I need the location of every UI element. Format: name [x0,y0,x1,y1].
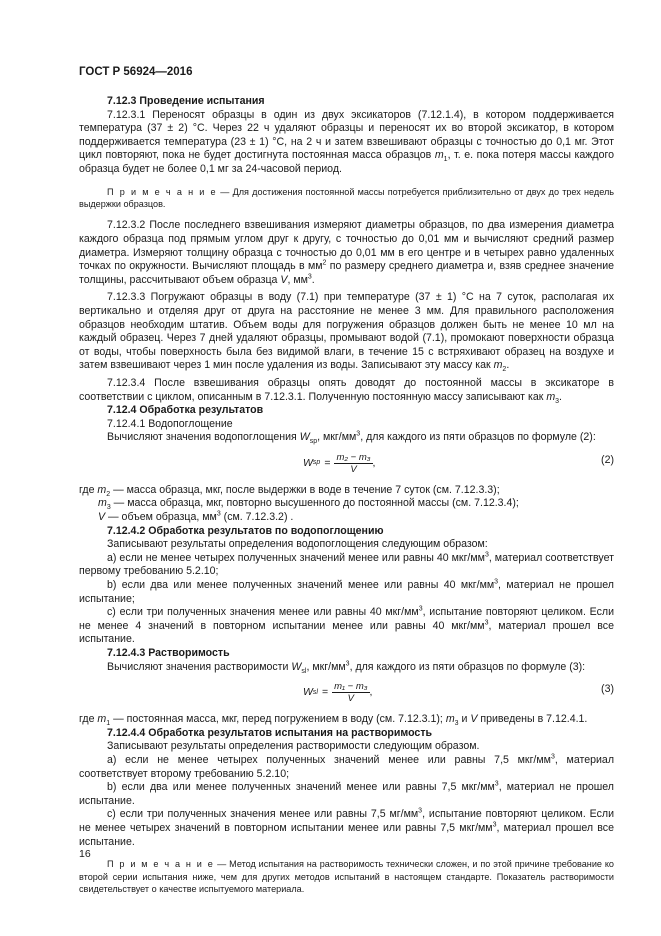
subscript: 1 [443,156,448,164]
item-solubility-c [79,808,614,849]
note-label: П р и м е ч а н и е [107,186,218,197]
var-m: m [493,359,503,372]
document-code-header: ГОСТ Р 56924—2016 [79,66,193,78]
superscript: 3 [494,780,499,788]
formula-3: W sl = $\frac{\text{m₁ − m₃}}{V}$ , (3) [303,681,614,705]
subscript: 3 [454,720,459,728]
paragraph-7-12-3-3 [79,291,614,373]
text-span: , для каждого из пяти образцов по формуле (2): [360,431,596,444]
var-w: W [291,660,302,673]
text-span: , материал соответствует первому требованию 5.2.10; [79,551,614,578]
var-m: m [546,390,556,403]
var-m: m [98,497,107,510]
paragraph-water-absorption [79,431,614,445]
item-absorption-c [79,606,614,647]
text-span: с) если три полученных значения менее или равны 40 мкг/мм [107,606,419,619]
text-span: — масса образца, мкг, повторно высушенного до постоянной массы (см. 7.12.3.4); [110,497,519,510]
subscript: sp [309,438,318,446]
item-solubility-b [79,781,614,808]
section-7-12-4-2-title: 7.12.4.2 Обработка результатов по водопоглощению [107,524,384,537]
superscript: 3 [550,753,555,761]
superscript: 3 [216,510,221,518]
text-span: где [79,483,98,496]
var-v: V [98,511,106,524]
section-7-12-4-title: 7.12.4 Обработка результатов [107,404,264,417]
text-span: 7.12.3.1 Переносят образцы в один из двух эксикаторов (7.12.1.4), в котором поддерживается температура (37 ± 2) °С. Через 22 ч удаляют образцы и переносят их во второй эксикатор, в котором поддерживается температура (23 ± 1) °С, на 2 ч и затем взвешивают образцы с точностью до 0,1 мг. Этот цикл повторяют, пока не будет достигнута постоянная масса образцов [79,108,614,162]
var-m: m [445,713,455,726]
main-content [79,95,614,904]
subscript: 2 [502,366,507,374]
numerator: m₂ − m₃ [336,451,371,463]
text-span: приведены в 7.12.4.1. [477,713,588,726]
text-span: с) если три полученных значения менее или равны 7,5 мг/мм [107,808,419,821]
text-span: — масса образца, мкг, после выдержки в воде в течение 7 суток (см. 7.12.3.3); [110,483,500,496]
fraction [332,681,369,704]
denominator: V [350,463,357,475]
formula-tail: , [369,685,373,698]
paragraph-absorption-intro: Записывают результаты определения водопоглощения следующим образом: [107,538,488,551]
text-span: Вычисляют значения растворимости [107,660,292,673]
text-span: — объем образца, мм [105,511,217,524]
superscript: 3 [484,551,489,559]
paragraph-7-12-3-4 [79,377,614,404]
paragraph-solubility [79,661,614,675]
formula-number: (2) [601,453,614,466]
text-span: 7.12.3.4 После взвешивания образцы опять доводят до постоянной массы в эксикаторе в соответствии с циклом, описанным в 7.12.3.1. Полученную постоянную массу записывают как [79,376,614,403]
note-text: — Метод испытания на растворимость технически сложен, и по этой причине требование ко второй серии испытания ниже, чем для других методов испытаний в настоящем стандарте. Показатель растворимости свидетельствует о качестве испытуемого материала. [79,859,614,894]
subscript: 3 [555,397,560,405]
text-span: , материал не прошел испытание. [79,781,614,807]
text-span: Вычисляют значения водопоглощения [107,431,300,444]
item-absorption-a [79,552,614,579]
text-span: , испытание повторяют целиком. Если не менее 4 значений в повторном испытании менее или равны 40 мкг/мм [79,606,615,632]
text-span: 7.12.3.2 После последнего взвешивания измеряют диаметры образцов, по два измерения диаметра каждого образца под прямым углом друг к другу, с точностью до 0,01 мм и вычисляют средний размер диаметра. Измеряют толщину образца с точностью до 0,01 мм в его центре и в четырех равно удаленных точках по окружности. Вычисляют площадь в мм [79,219,614,273]
note-label: П р и м е ч а н и е [107,859,215,870]
formula-2: W sp = $\frac{\text{m₂ − m₃}}{V}$ , (2) [303,451,614,475]
var-w: W [299,431,310,444]
subscript: sl [301,667,307,675]
text-span: , материал прошел все испытание. [79,619,614,646]
definition-m2 [79,484,614,498]
text-span: b) если два или менее полученных значений менее или равны 7,5 мкг/мм [107,781,495,794]
text-span: , материал не прошел испытание; [79,579,614,605]
var-v: V [470,713,478,726]
subscript: 1 [106,720,111,728]
superscript: 3 [492,821,497,829]
text-span: , т. е. пока потеря массы каждого образца будет не более 0,1 мг за 24-часовой период. [79,149,614,175]
var-m: m [434,149,444,162]
superscript: 3 [418,807,423,815]
var-m: m [97,713,107,726]
item-solubility-a [79,754,614,781]
superscript: 3 [418,605,423,613]
note-text: — Для достижения постоянной массы потребуется приблизительно от двух до трех недель выдержки образцов. [79,186,614,209]
item-absorption-b [79,579,614,606]
formula-lhs: W [303,685,313,698]
page-number: 16 [79,848,91,860]
text-span: по размеру среднего диаметра и, взяв среднее значение толщины, рассчитывают объем образца [79,260,614,286]
paragraph-7-12-3-2 [79,219,614,287]
formula-lhs: W [303,456,313,469]
superscript: 3 [494,578,499,586]
definitions-formula-2 [79,484,614,525]
text-span: , мкг/мм [306,660,346,673]
text-span: где [79,713,98,726]
var-v: V [280,273,288,286]
text-span: а) если не менее четырех полученных значений менее или равны 40 мкг/мм [107,551,485,564]
text-span: , материал прошел все испытание. [79,821,614,848]
section-7-12-4-1-title: 7.12.4.1 Водопоглощение [107,417,233,430]
subscript: 3 [106,504,111,512]
note-constant-mass [79,186,614,211]
superscript: 2 [322,259,327,267]
superscript: 3 [345,660,350,668]
section-7-12-4-3-title: 7.12.4.3 Растворимость [107,647,230,659]
paragraph-solubility-intro: Записывают результаты определения растворимости следующим образом. [107,740,480,753]
text-span: b) если два или менее полученных значений менее или равны 40 мкг/мм [107,579,495,592]
text-span: и [458,713,471,726]
note-solubility [79,858,614,895]
numerator: m₁ − m₃ [334,681,368,693]
text-span: . [311,273,315,286]
section-7-12-4-4-title: 7.12.4.4 Обработка результатов испытания на растворимость [107,726,433,739]
subscript: 2 [106,490,111,498]
text-span: , материал соответствует второму требованию 5.2.10; [79,753,614,780]
equals-sign: = [321,685,329,698]
text-span: а) если не менее четырех полученных значений менее или равны 7,5 мкг/мм [107,753,551,766]
superscript: 3 [307,273,312,281]
formula-number: (3) [601,683,614,696]
definition-m1 [79,713,614,727]
section-7-12-3-title: 7.12.3 Проведение испытания [107,95,265,107]
text-span: (см. 7.12.3.2) . [220,511,294,524]
fraction [334,452,372,475]
equals-sign: = [324,456,331,469]
text-span: , для каждого из пяти образцов по формуле (3): [349,660,586,673]
denominator: V [347,693,354,705]
text-span: 7.12.3.3 Погружают образцы в воду (7.1) при температуре (37 ± 1) °С на 7 суток, располагая их вертикально и отделяя друг от друга на расстояние не менее 3 мм. Для правильного расположения образцов необходим штатив. Объем воды для погружения образцов должен быть не менее 10 мл на каждый образец. Через 7 дней удаляют образцы, промывают водой (7.1), промокают поверхности образца от воды, чтобы поверхность была без видимой влаги, в течение 15 с встряхивают образец на воздухе и затем взвешивают через 1 мин после удаления из воды. Записывают эту массу как [79,291,614,372]
var-m: m [97,483,107,496]
definition-v [79,511,614,525]
text-span: — постоянная масса, мкг, перед погружением в воду (см. 7.12.3.1); [110,713,446,726]
formula-tail: , [372,456,376,469]
text-span: , испытание повторяют целиком. Если не менее четырех значений в повторном испытании менее или равны 7,5 мкг/мм [79,808,615,834]
text-span: . [559,390,562,403]
text-span: . [506,359,510,372]
superscript: 3 [484,619,489,627]
definition-m3 [79,497,614,511]
text-span: , мкг/мм [317,431,357,444]
superscript: 3 [356,430,361,438]
text-span: , мм [287,273,308,286]
paragraph-7-12-3-1 [79,109,614,177]
